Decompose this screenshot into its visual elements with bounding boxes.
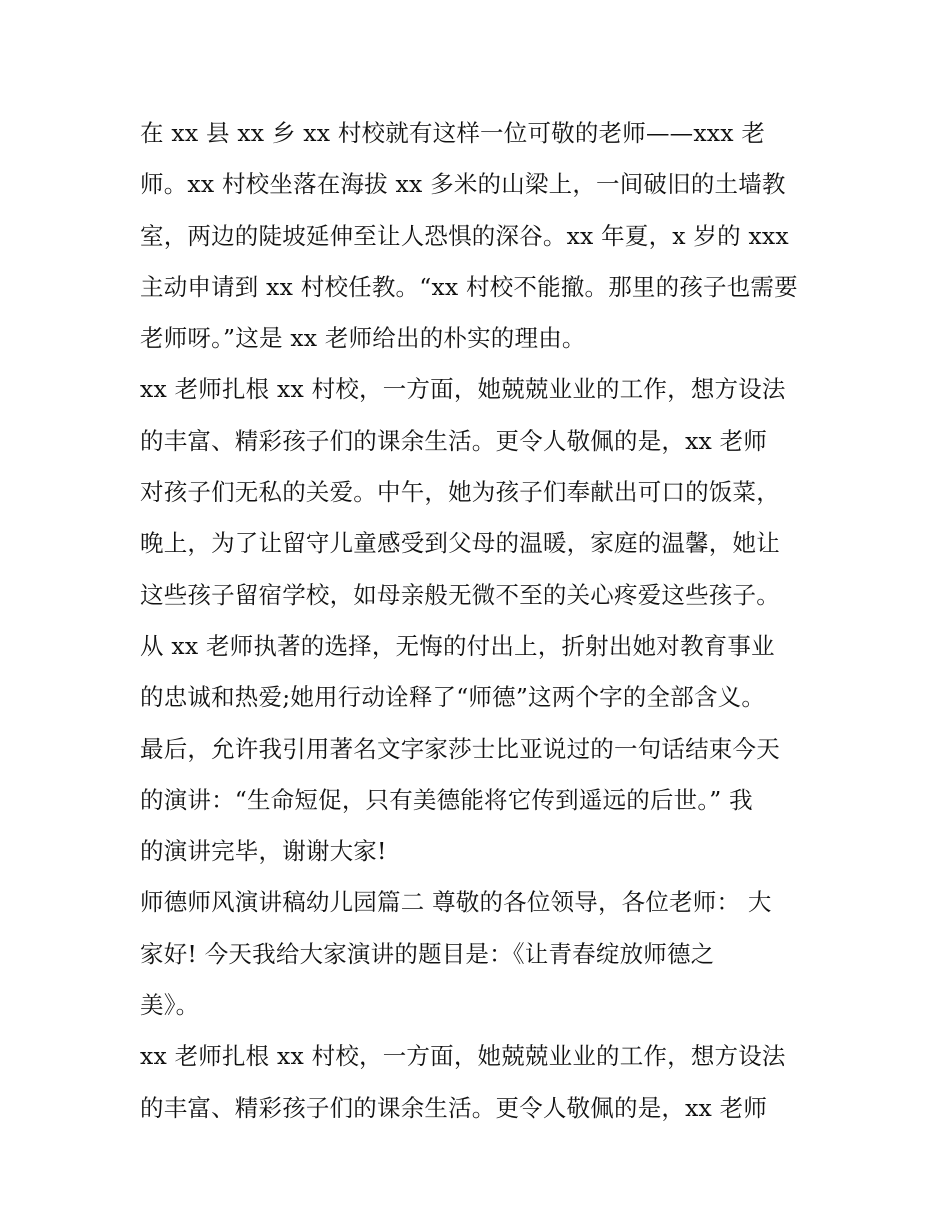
text-line: 的忠诚和热爱;她用行动诠释了“师德”这两个字的全部含义。 (140, 683, 766, 712)
text-line: 的演讲：“生命短促，只有美德能将它传到遥远的后世。” 我 (140, 785, 753, 814)
text-line: 最后，允许我引用著名文字家莎士比亚说过的一句话结束今天 (140, 734, 780, 763)
text-line: 晚上，为了让留守儿童感受到父母的温暖，家庭的温馨，她让 (140, 529, 780, 558)
text-line: 从 xx 老师执著的选择，无悔的付出上，折射出她对教育事业 (140, 631, 775, 660)
text-line: 室，两边的陡坡延伸至让人恐惧的深谷。xx 年夏，x 岁的 xxx (140, 221, 789, 250)
text-line: 的丰富、精彩孩子们的课余生活。更令人敬佩的是，xx 老师 (140, 1093, 768, 1122)
text-line: 美》。 (140, 991, 200, 1020)
text-line: 的丰富、精彩孩子们的课余生活。更令人敬佩的是，xx 老师 (140, 426, 768, 455)
text-line: 师德师风演讲稿幼儿园篇二 尊敬的各位领导，各位老师： 大 (140, 888, 772, 917)
text-line: 师。xx 村校坐落在海拔 xx 多米的山梁上，一间破旧的土墙教 (140, 170, 786, 199)
text-line: 在 xx 县 xx 乡 xx 村校就有这样一位可敬的老师——xxx 老 (140, 119, 766, 147)
text-line: xx 老师扎根 xx 村校，一方面，她兢兢业业的工作，想方设法 (140, 1042, 786, 1071)
text-line: 主动申请到 xx 村校任教。“xx 村校不能撤。那里的孩子也需要 (140, 272, 798, 301)
text-line: xx 老师扎根 xx 村校，一方面，她兢兢业业的工作，想方设法 (140, 375, 786, 404)
text-line: 家好! 今天我给大家演讲的题目是：《让青春绽放师德之 (140, 939, 715, 968)
text-line: 这些孩子留宿学校，如母亲般无微不至的关心疼爱这些孩子。 (140, 580, 780, 609)
text-line: 老师呀。”这是 xx 老师给出的朴实的理由。 (140, 324, 586, 353)
body-text (140, 108, 820, 1134)
text-line: 的演讲完毕，谢谢大家! (140, 837, 387, 866)
text-line: 对孩子们无私的关爱。中午，她为孩子们奉献出可口的饭菜， (140, 478, 780, 507)
